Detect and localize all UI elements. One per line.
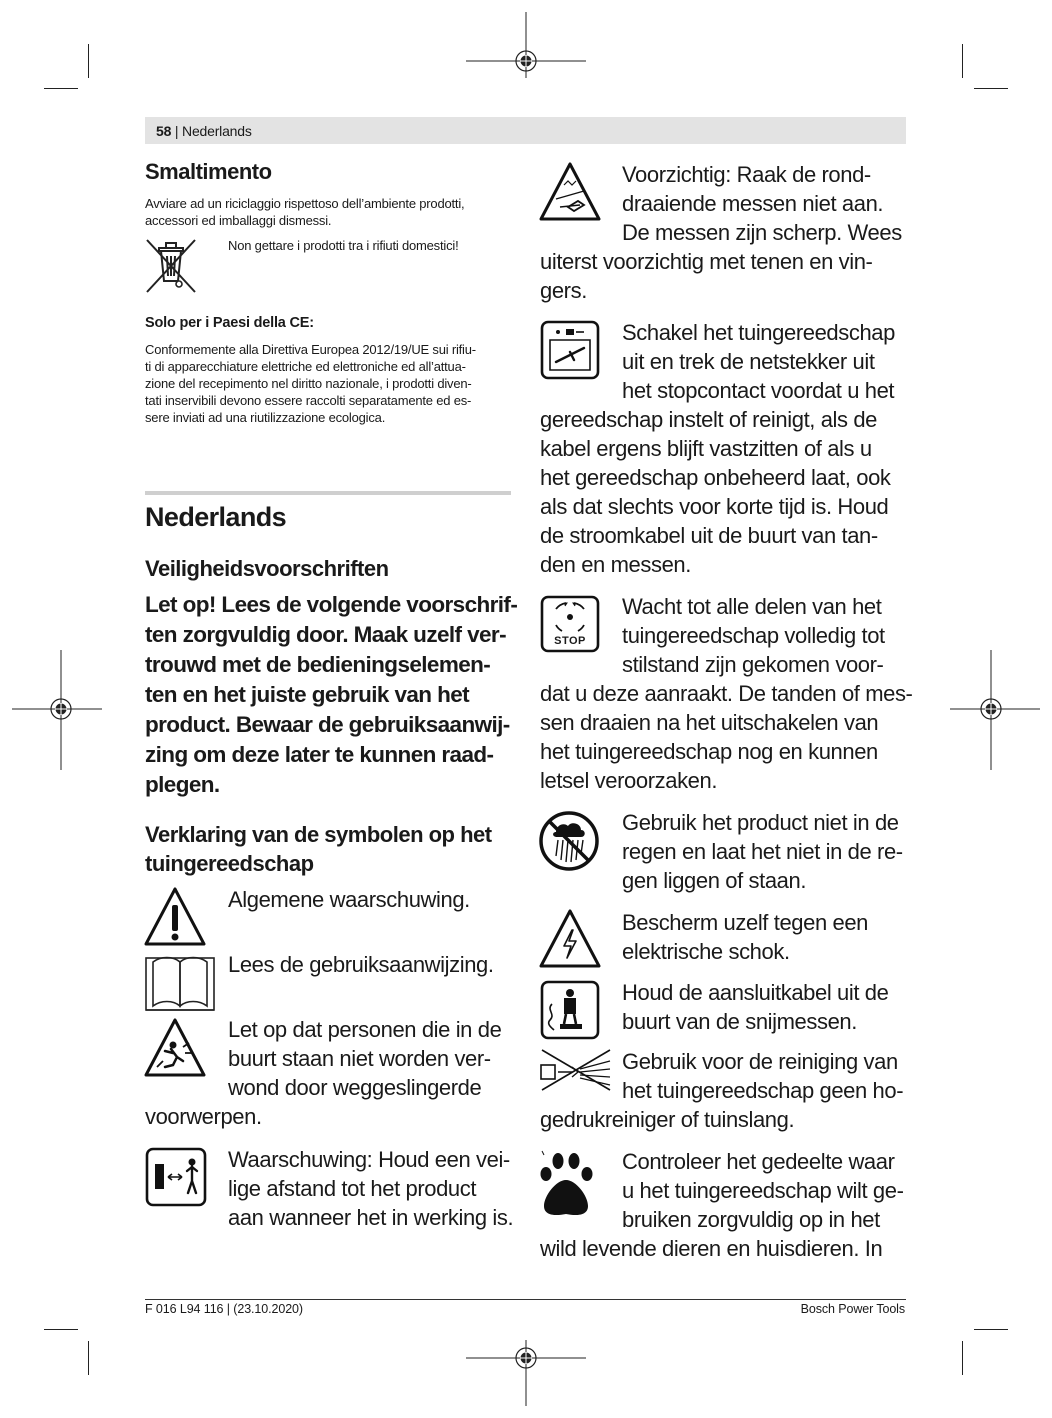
thrown-objects-icon: [143, 1017, 207, 1079]
symbol-no-pressure-washer-text: Gebruik voor de reiniging van het tuingereedschap geen ho-: [622, 1049, 904, 1103]
page-header-bar: [145, 117, 906, 144]
symbol-general-warning-text: Algemene waarschuwing.: [228, 887, 470, 912]
symbol-thrown-objects-text: Let op dat personen die in de buurt staan niet worden ver- wond door weggeslingerde: [228, 1017, 502, 1100]
animal-paw-icon: [538, 1150, 598, 1220]
no-rain-icon: [538, 810, 600, 872]
footer-rule: [145, 1299, 906, 1300]
registration-mark-left: [12, 650, 102, 770]
crossed-bin-icon: [143, 236, 199, 296]
registration-mark-bottom: [466, 1340, 586, 1406]
footer-doc-id: F 016 L94 116 | (23.10.2020): [145, 1302, 303, 1316]
italian-intro: Avviare ad un riciclaggio rispettoso dell’ambiente prodotti, accessori ed imballaggi dismessi.: [145, 196, 465, 228]
cable-away-icon: [540, 980, 600, 1040]
safe-distance-icon: [145, 1147, 207, 1207]
electric-shock-icon: [538, 908, 602, 970]
bin-note: Non gettare i prodotti tra i rifiuti domestici!: [228, 238, 459, 253]
symbol-stop-tail: dat u deze aanraakt. De tanden of mes- sen draaien na het uitschakelen van het tuingereedschap nog en kunnen letsel veroorzaken.: [540, 681, 913, 793]
section-divider: [145, 491, 511, 495]
symbol-no-pressure-washer-tail: gedrukreiniger of tuinslang.: [540, 1107, 795, 1132]
header-section: Nederlands: [182, 123, 252, 139]
symbol-animal-paw-text: Controleer het gedeelte waar u het tuingereedschap wilt ge- bruiken zorgvuldig op in het: [622, 1149, 904, 1232]
symbol-unplug-tail: gereedschap instelt of reinigt, als de kabel ergens blijft vastzitten of als u het gereedschap onbeheerd laat, ook als dat slechts voor korte tijd is. Houd de stroomkabel uit de buurt van tan- den en messen.: [540, 407, 891, 577]
symbol-animal-paw-tail: wild levende dieren en huisdieren. In: [540, 1236, 883, 1261]
page-number: 58: [156, 123, 172, 139]
eu-heading: Solo per i Paesi della CE:: [145, 315, 314, 331]
registration-mark-right: [950, 650, 1040, 770]
symbol-cable-away-text: Houd de aansluitkabel uit de buurt van de snijmessen.: [622, 980, 889, 1034]
no-pressure-washer-icon: [538, 1047, 614, 1093]
registration-mark-top: [466, 12, 586, 78]
dutch-title: Nederlands: [145, 502, 287, 532]
symbol-rotating-blades-tail: uiterst voorzichtig met tenen en vin- gers.: [540, 249, 873, 303]
symbol-rotating-blades-text: Voorzichtig: Raak de rond- draaiende messen niet aan. De messen zijn scherp. Wees: [622, 162, 902, 245]
symbol-no-rain-text: Gebruik het product niet in de regen en laat het niet in de re- gen liggen of staan.: [622, 810, 903, 893]
eu-paragraph: Conformemente alla Direttiva Europea 2012/19/UE sui rifiu- ti di apparecchiature elettriche ed elettroniche ed all’attua- zione del recepimento nel diritto nazionale, i prodotti diven- tati inservibili devono essere raccolti separatamente ed es- sere inviati ad una riutilizzazione ecologica.: [145, 342, 476, 425]
symbol-electric-shock-text: Bescherm uzelf tegen een elektrische schok.: [622, 910, 868, 964]
page-header: 58 | Nederlands: [156, 123, 252, 139]
stop-label: STOP: [554, 635, 586, 647]
footer-brand: Bosch Power Tools: [800, 1302, 905, 1316]
symbol-thrown-objects-tail: voorwerpen.: [145, 1104, 262, 1129]
symbol-safe-distance-text: Waarschuwing: Houd een vei- lige afstand tot het product aan wanneer het in werking is.: [228, 1147, 514, 1230]
symbol-manual-text: Lees de gebruiksaanwijzing.: [228, 952, 494, 977]
safety-heading: Veiligheidsvoorschriften: [145, 556, 389, 581]
unplug-icon: [540, 320, 600, 380]
symbol-unplug-text: Schakel het tuingereedschap uit en trek de netstekker uit het stopcontact voordat u het: [622, 320, 895, 403]
symbols-heading: Verklaring van de symbolen op het tuingereedschap: [145, 822, 492, 876]
stop-icon: [540, 595, 600, 653]
italian-heading: Smaltimento: [145, 159, 272, 184]
symbol-stop-text: Wacht tot alle delen van het tuingereedschap volledig tot stilstand zijn gekomen voor-: [622, 594, 885, 677]
warning-paragraph: Let op! Lees de volgende voorschrif- ten zorgvuldig door. Maak uzelf ver- trouwd met de bedieningselemen- ten en het juiste gebruik van het product. Bewaar de gebruiksaanwij- zing om deze later te kunnen raad- plegen.: [145, 592, 518, 797]
manual-book-icon: [143, 950, 217, 1014]
rotating-blades-icon: [538, 161, 602, 223]
general-warning-icon: [143, 885, 207, 949]
